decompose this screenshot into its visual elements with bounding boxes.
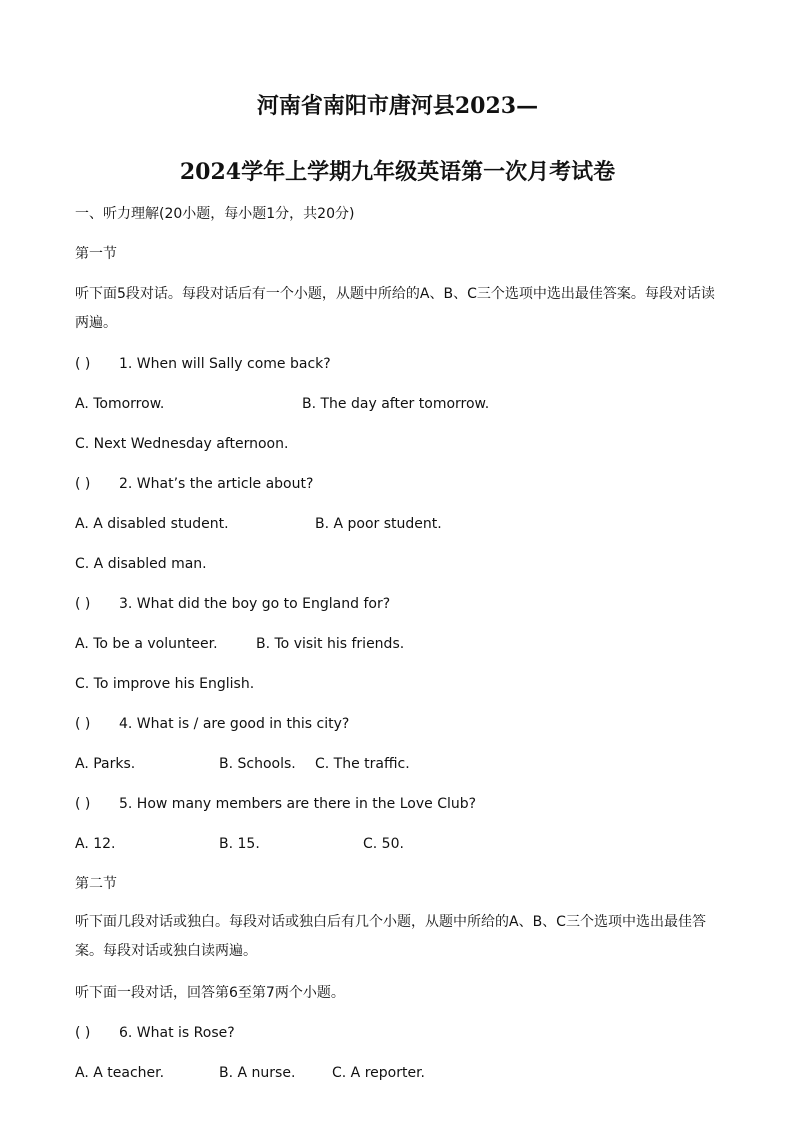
part1-instruction: 听下面5段对话。每段对话后有一个小题，从题中所给的A、B、C三个选项中选出最佳答案。每段对话读两遍。	[75, 286, 715, 331]
question-text: 5. How many members are there in the Love Club?	[119, 796, 477, 812]
question-5-option-b: B. 15.	[219, 836, 260, 852]
answer-bracket: ( )	[75, 596, 91, 612]
answer-bracket: ( )	[75, 796, 91, 812]
question-2-option-a: A. A disabled student.	[75, 516, 229, 532]
question-1-option-c: C. Next Wednesday afternoon.	[75, 436, 289, 452]
part2-instruction: 听下面几段对话或独白。每段对话或独白后有几个小题，从题中所给的A、B、C三个选项中选出最佳答案。每段对话或独白读两遍。	[75, 914, 706, 959]
question-3-option-c: C. To improve his English.	[75, 676, 255, 692]
question-text: 1. When will Sally come back?	[119, 356, 331, 372]
question-2-option-b: B. A poor student.	[315, 516, 442, 532]
question-6-option-c: C. A reporter.	[332, 1065, 425, 1081]
question-2-option-c: C. A disabled man.	[75, 556, 207, 572]
question-4-option-a: A. Parks.	[75, 756, 136, 772]
answer-bracket: ( )	[75, 716, 91, 732]
part2-sub-instruction: 听下面一段对话，回答第6至第7两个小题。	[75, 985, 345, 1001]
question-1-option-b: B. The day after tomorrow.	[302, 396, 490, 412]
question-1-stem	[75, 354, 331, 374]
question-6-option-b: B. A nurse.	[219, 1065, 296, 1081]
question-6-stem	[75, 1023, 235, 1043]
question-text: 4. What is / are good in this city?	[119, 716, 350, 732]
answer-bracket: ( )	[75, 476, 91, 492]
question-2-stem	[75, 474, 313, 494]
answer-bracket: ( )	[75, 356, 91, 372]
answer-bracket: ( )	[75, 1025, 91, 1041]
question-4-option-b: B. Schools.	[219, 756, 296, 772]
question-text: 2. What’s the article about?	[119, 476, 314, 492]
question-5-option-c: C. 50.	[363, 836, 404, 852]
page-title-line2: 2024学年上学期九年级英语第一次月考试卷	[179, 159, 616, 185]
question-1-option-a: A. Tomorrow.	[75, 396, 165, 412]
page-title-line1: 河南省南阳市唐河县2023—	[256, 93, 539, 119]
question-3-option-b: B. To visit his friends.	[256, 636, 405, 652]
question-6-option-a: A. A teacher.	[75, 1065, 165, 1081]
question-3-stem	[75, 594, 390, 614]
part2-heading: 第二节	[75, 876, 117, 892]
question-3-option-a: A. To be a volunteer.	[75, 636, 218, 652]
question-5-option-a: A. 12.	[75, 836, 116, 852]
question-text: 6. What is Rose?	[119, 1025, 235, 1041]
section1-heading: 一、听力理解(20小题，每小题1分，共20分)	[75, 206, 355, 222]
part1-heading: 第一节	[75, 246, 117, 262]
question-text: 3. What did the boy go to England for?	[119, 596, 391, 612]
question-4-option-c: C. The traffic.	[315, 756, 410, 772]
question-5-stem	[75, 794, 476, 814]
question-4-stem	[75, 714, 349, 734]
